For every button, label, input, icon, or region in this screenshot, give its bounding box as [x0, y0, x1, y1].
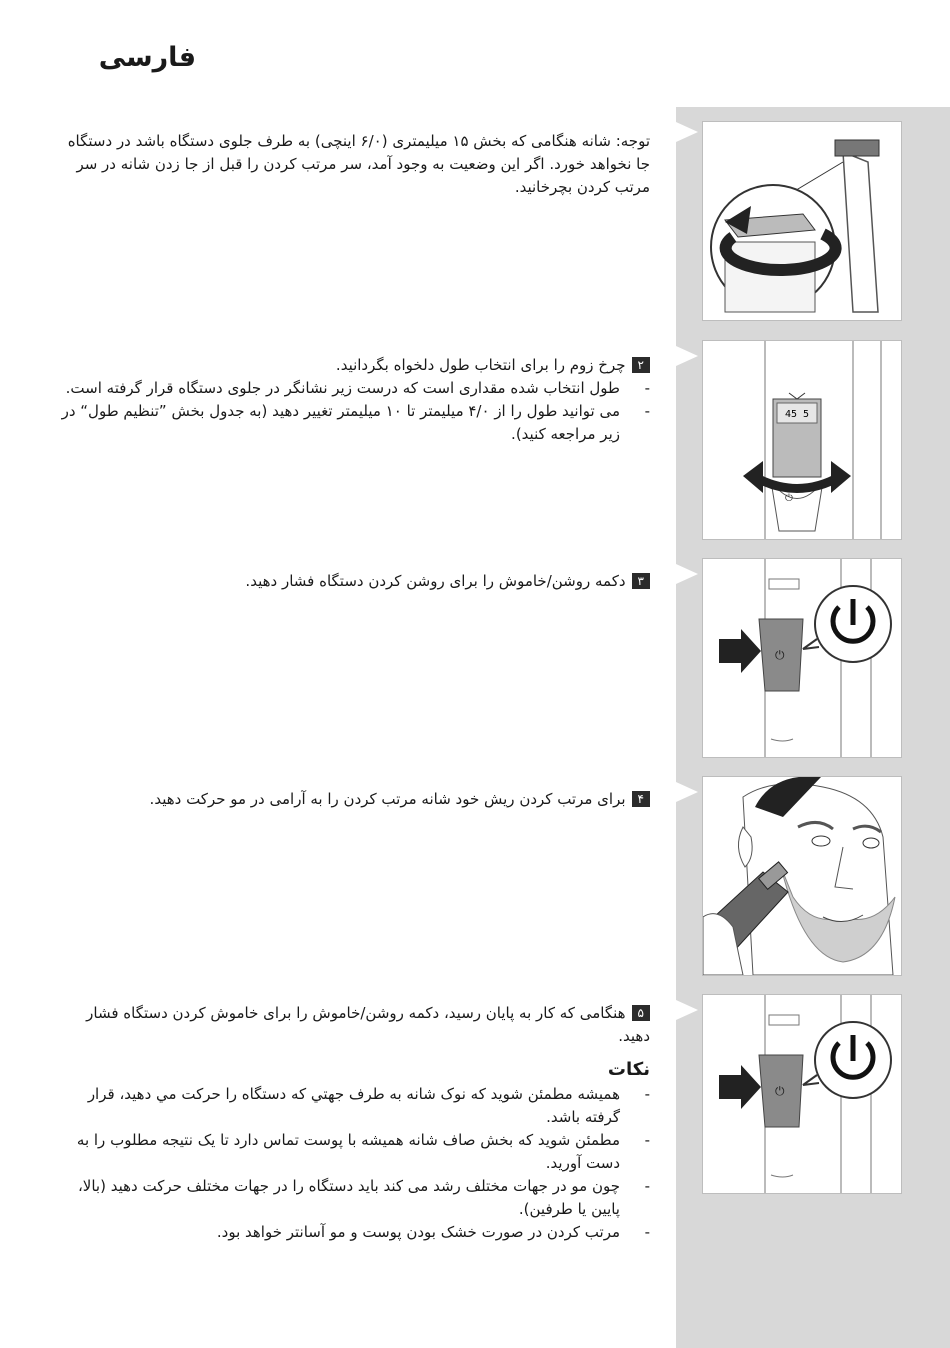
- list-item: - مطمئن شوید که بخش صاف شانه همیشه با پوست تماس دارد تا یک نتیجه مطلوب را به دست آورید.: [60, 1129, 650, 1175]
- figure-pointer: [676, 1000, 698, 1020]
- step-2-bullets: [60, 377, 650, 446]
- step-2: [60, 354, 650, 446]
- step-4-text: برای مرتب کردن ریش خود شانه مرتب کردن را به آرامی در مو حرکت دهید.: [149, 790, 626, 808]
- figure-pointer: [676, 782, 698, 802]
- comb-rotate-illustration: [702, 121, 902, 321]
- svg-text:⏻: ⏻: [775, 1084, 785, 1098]
- step-2-heading: [60, 354, 650, 377]
- step-number-badge: ۲: [632, 357, 650, 373]
- page-title: فارسی: [98, 42, 196, 73]
- svg-text:⏻: ⏻: [775, 648, 785, 662]
- step-4: [60, 788, 650, 811]
- step-number-badge: ۵: [632, 1005, 650, 1021]
- power-button-illustration: [702, 994, 902, 1194]
- list-item: - چون مو در جهات مختلف رشد می کند باید دستگاه را در جهات مختلف حرکت دهید (بالا، پایین یا طرفین).: [60, 1175, 650, 1221]
- list-item: - مرتب کردن در صورت خشک بودن پوست و مو آسانتر خواهد بود.: [60, 1221, 650, 1244]
- figure-pointer: [676, 564, 698, 584]
- note-block: [60, 130, 650, 199]
- figure-pointer: [676, 346, 698, 366]
- list-item: - طول انتخاب شده مقداری است که درست زیر نشانگر در جلوی دستگاه قرار گرفته است.: [60, 377, 650, 400]
- step-number-badge: ۴: [632, 791, 650, 807]
- step-2-text: چرخ زوم را برای انتخاب طول دلخواه بگردانید.: [335, 356, 626, 374]
- zoom-wheel-illustration: [702, 340, 902, 540]
- note-text: توجه: شانه هنگامی که بخش ۱۵ میلیمتری (۶/۰ اینچی) به طرف جلوی دستگاه باشد در دستگاه جا نخواهد خورد. اگر این وضعیت به وجود آمد، سر مرتب کردن را قبل از جا زدن شانه در سر مرتب کردن بچرخانید.: [67, 132, 650, 196]
- step-3: [60, 570, 650, 593]
- step-4-heading: [60, 788, 650, 811]
- list-item: - می توانید طول را از ۴/۰ میلیمتر تا ۱۰ میلیمتر تغییر دهید (به جدول بخش ”تنظیم طول“ در زیر مراجعه کنید).: [60, 400, 650, 446]
- zoom-display-readout: 45 5: [784, 409, 810, 420]
- step-5-heading: [60, 1002, 650, 1048]
- power-button-illustration: [702, 558, 902, 758]
- beard-trimming-illustration: [702, 776, 902, 976]
- step-5: [60, 1002, 650, 1244]
- step-number-badge: ۳: [632, 573, 650, 589]
- step-3-heading: [60, 570, 650, 593]
- tips-title: نکات: [607, 1059, 650, 1080]
- tips-list: [60, 1083, 650, 1244]
- list-item: - همیشه مطمئن شوید که نوک شانه به طرف جهتي که دستگاه را حرکت مي دهید، قرار گرفته باشد.: [60, 1083, 650, 1129]
- svg-text:⏻: ⏻: [785, 493, 793, 504]
- step-5-text: هنگامی که کار به پایان رسید، دکمه روشن/خاموش را برای خاموش کردن دستگاه فشار دهید.: [86, 1004, 650, 1045]
- step-3-text: دکمه روشن/خاموش را برای روشن کردن دستگاه فشار دهید.: [245, 572, 626, 590]
- figure-pointer: [676, 122, 698, 142]
